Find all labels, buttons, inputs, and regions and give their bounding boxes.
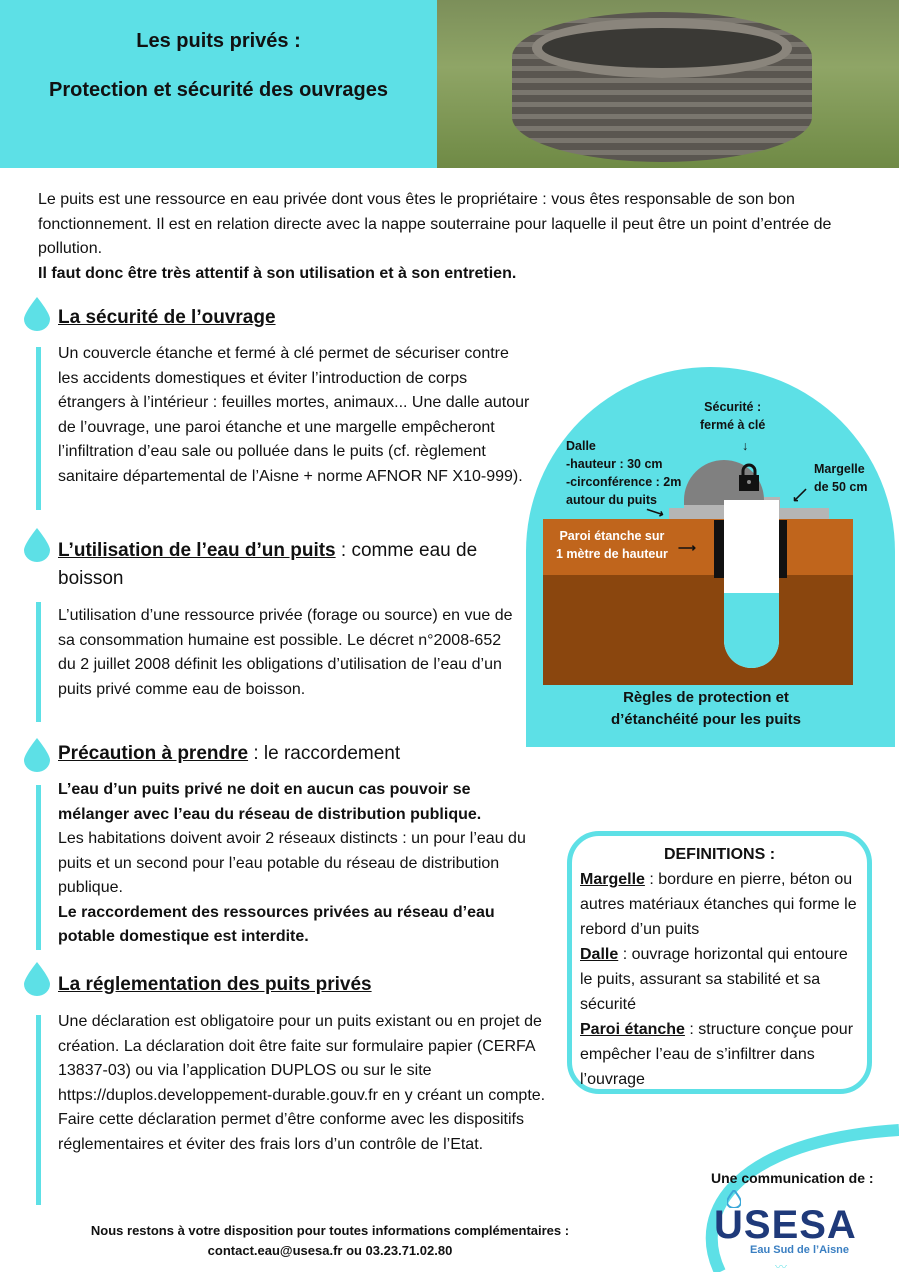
definition-item: Dalle : ouvrage horizontal qui entoure le puits, assurant sa stabilité et sa sécurité — [580, 946, 848, 1013]
well-photo — [437, 0, 899, 168]
section-bar — [36, 785, 41, 950]
well-shaft — [724, 500, 779, 668]
water-drop-icon — [24, 738, 50, 772]
section-body: Une déclaration est obligatoire pour un puits existant ou en projet de création. La déclaration doit être faite sur formulaire papier (CERFA 13837-03) ou via l’application DUPLOS ou sur le site https://duplos.developpement-durable.gouv.fr en y créant un compte. Faire cette déclaration permet d’être conforme avec les dispositifs réglementaires et éviter des frais lors d’un contrôle de l’Etat. — [58, 1013, 546, 1153]
padlock-icon — [738, 463, 760, 491]
section-heading: La sécurité de l’ouvrage — [58, 307, 276, 328]
arrow-icon: ⟵ — [788, 483, 812, 507]
page-subtitle: Protection et sécurité des ouvrages — [48, 79, 388, 101]
section-bar — [36, 602, 41, 722]
section-bar — [36, 347, 41, 510]
usesa-logo: USESA — [714, 1203, 857, 1247]
arrow-icon: ⟶ — [678, 541, 696, 555]
wave-icon: 〰 — [775, 1260, 788, 1274]
logo-tagline: Eau Sud de l’Aisne — [750, 1244, 850, 1256]
water — [724, 593, 779, 668]
water-drop-icon — [24, 962, 50, 996]
section-heading: L’utilisation de l’eau d’un puits : comme eau de boisson — [58, 540, 478, 589]
definition-item: Margelle : bordure en pierre, béton ou autres matériaux étanches qui forme le rebord d’un puits — [580, 871, 857, 938]
arrow-icon: ⟶ — [644, 502, 666, 522]
page-title: Les puits privés : — [136, 30, 301, 52]
header-banner — [0, 0, 437, 168]
section-body: L’utilisation d’une ressource privée (forage ou source) en vue de sa consommation humaine est possible. Le décret n°2008-652 du 2 juillet 2008 définit les obligations d’utilisation de l’eau d’un puits privé comme eau de boisson. — [58, 607, 513, 698]
arrow-down-icon: ↓ — [742, 439, 749, 453]
section-bar — [36, 1015, 41, 1205]
waterproof-wall — [779, 520, 787, 578]
footer-contact: Nous restons à votre disposition pour toutes informations complémentaires : contact.eau@usesa.fr ou 03.23.71.02.80 — [90, 1223, 570, 1258]
section-body: L’eau d’un puits privé ne doit en aucun cas pouvoir se mélanger avec l’eau du réseau de distribution publique. Les habitations doivent avoir 2 réseaux distincts : un pour l’eau du puits et un second pour l’eau potable du réseau de distribution publique. Le raccordement des ressources privées au réseau d’eau potable domestique est interdite. — [58, 781, 526, 945]
water-drop-icon — [24, 528, 50, 562]
well-diagram: Sécurité : fermé à clé ↓ Dalle -hauteur : 30 cm -circonférence : 2m autour du puits ⟶ Margelle de 50 cm ⟵ Paroi étanche sur 1 mètre de hauteur ⟶ Règles de protection et d’étanchéité pour les puits — [526, 367, 895, 747]
soil-layer — [543, 575, 853, 685]
section-body: Un couvercle étanche et fermé à clé permet de sécuriser contre les accidents domestiques et éviter l’introduction de corps étrangers à l’intérieur : feuilles mortes, animaux... Une dalle autour de l’ouvrage, une paroi étanche et une margelle empêcheront l’infiltration d’eau sale ou polluée dans le puits (cf. règlement sanitaire départemental de l’Aisne + norme AFNOR NF X10-999). — [58, 345, 530, 485]
duplos-link[interactable]: https://duplos.developpement-durable.gouv.fr — [58, 1086, 378, 1104]
section-heading: La réglementation des puits privés — [58, 974, 372, 995]
logo-drop-icon — [727, 1190, 741, 1208]
intro: Le puits est une ressource en eau privée dont vous êtes le propriétaire : vous êtes responsable de son bon fonctionnement. Il est en relation directe avec la nappe souterraine pour laquelle il peut être un point d’entrée de pollution. Il faut donc être très attentif à son utilisation et à son entretien. — [38, 191, 832, 282]
definition-item: Paroi étanche : structure conçue pour empêcher l’eau de s’infiltrer dans l’ouvrage — [580, 1021, 854, 1088]
section-heading: Précaution à prendre : le raccordement — [58, 743, 401, 764]
water-drop-icon — [24, 297, 50, 331]
definitions-box: DEFINITIONS : Margelle : bordure en pierre, béton ou autres matériaux étanches qui forme le rebord d’un puits Dalle : ouvrage horizontal qui entoure le puits, assurant sa stabilité et sa sécurité Paroi étanche : structure conçue pour empêcher l’eau de s’infiltrer dans l’ouvrage — [567, 831, 872, 1094]
